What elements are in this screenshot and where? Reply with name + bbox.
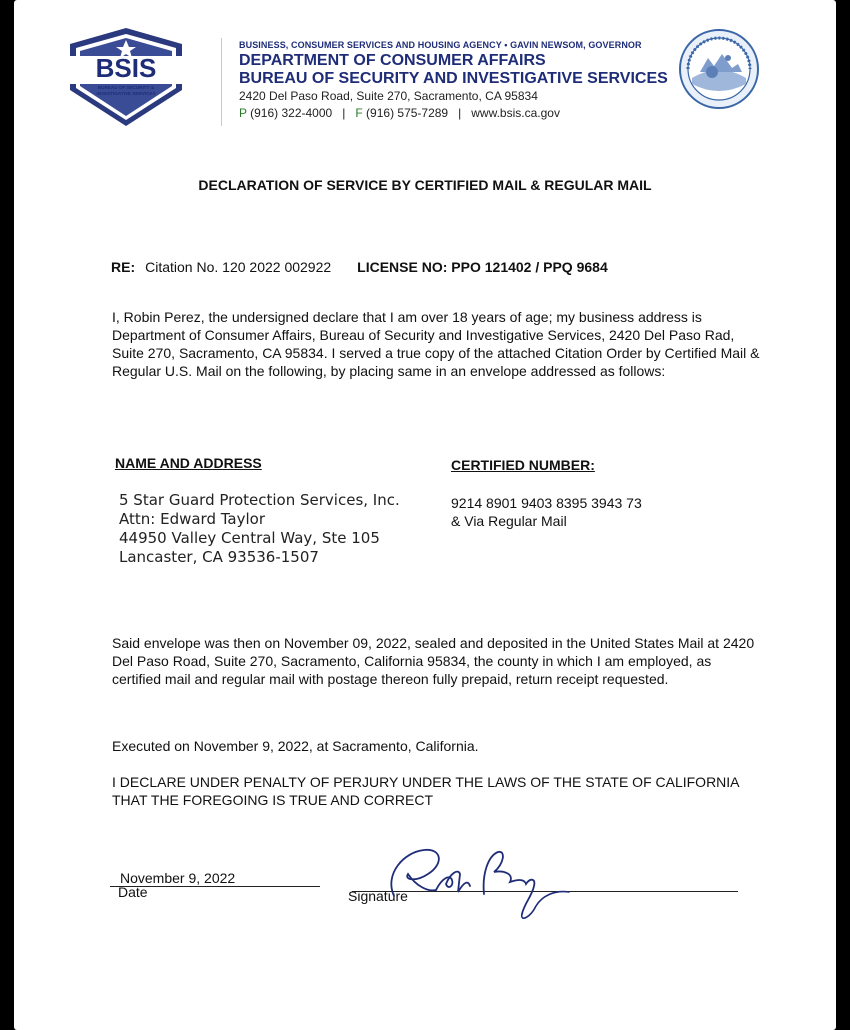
separator: |	[342, 106, 346, 120]
citation-number: Citation No. 120 2022 002922	[145, 259, 332, 275]
certified-number-heading: CERTIFIED NUMBER:	[451, 457, 595, 473]
letterhead-address: 2420 Del Paso Road, Suite 270, Sacramento, CA 95834	[239, 89, 538, 103]
signature-label: Signature	[348, 888, 408, 904]
letterhead	[239, 40, 668, 120]
bsis-logo	[66, 26, 186, 128]
recipient-line: Attn: Edward Taylor	[119, 510, 266, 528]
certified-number: 9214 8901 9403 8395 3943 73	[451, 495, 642, 511]
recipient-address	[119, 491, 400, 567]
header-divider	[221, 38, 222, 126]
reference-line	[111, 259, 608, 275]
recipient-line: 44950 Valley Central Way, Ste 105	[119, 529, 380, 547]
recipient-line: 5 Star Guard Protection Services, Inc.	[119, 491, 400, 509]
deposit-paragraph: Said envelope was then on November 09, 2022, sealed and deposited in the United States Mail at 2420 Del Paso Road, Suite 270, Sacramento, California 95834, the county in which I am employed, as certified mail and regular mail with postage thereon fully prepaid, return receipt requested.	[112, 635, 755, 687]
executed-paragraph: Executed on November 9, 2022, at Sacramento, California.	[112, 738, 479, 754]
department-name: DEPARTMENT OF CONSUMER AFFAIRS	[239, 52, 546, 69]
re-label: RE:	[111, 259, 136, 275]
fax-number: (916) 575-7289	[366, 106, 449, 120]
document-page	[14, 0, 836, 1030]
date-value: November 9, 2022	[120, 870, 236, 886]
state-seal-icon	[678, 28, 760, 110]
perjury-declaration: I DECLARE UNDER PENALTY OF PERJURY UNDER THE LAWS OF THE STATE OF CALIFORNIA THAT THE FOREGOING IS TRUE AND CORRECT	[112, 774, 739, 808]
certified-number-block	[451, 494, 642, 530]
contact-line	[239, 106, 668, 120]
license-number: LICENSE NO: PPO 121402 / PPQ 9684	[357, 259, 608, 275]
phone-prefix: P	[239, 106, 247, 120]
svg-text:BSIS: BSIS	[95, 53, 157, 83]
declaration-paragraph: I, Robin Perez, the undersigned declare that I am over 18 years of age; my business address is Department of Consumer Affairs, Bureau of Security and Investigative Services, 2420 Del Paso Rad, Suite 270, Sacramento, CA 95834. I served a true copy of the attached Citation Order by Certified Mail & Regular U.S. Mail on the following, by placing same in an envelope addressed as follows:	[112, 309, 760, 379]
separator: |	[458, 106, 462, 120]
via-regular-mail: & Via Regular Mail	[451, 513, 567, 529]
recipient-line: Lancaster, CA 93536-1507	[119, 548, 319, 566]
website-link[interactable]: www.bsis.ca.gov	[471, 106, 560, 120]
svg-text:BUREAU OF SECURITY &: BUREAU OF SECURITY &	[97, 85, 155, 90]
handwritten-signature	[364, 834, 584, 924]
phone-number: (916) 322-4000	[250, 106, 333, 120]
fax-prefix: F	[355, 106, 363, 120]
name-address-heading: NAME AND ADDRESS	[115, 455, 262, 471]
agency-line: BUSINESS, CONSUMER SERVICES AND HOUSING AGENCY • GAVIN NEWSOM, GOVERNOR	[239, 40, 642, 50]
svg-text:INVESTIGATIVE SERVICES: INVESTIGATIVE SERVICES	[96, 91, 156, 96]
document-title: DECLARATION OF SERVICE BY CERTIFIED MAIL & REGULAR MAIL	[198, 177, 652, 193]
date-label: Date	[118, 884, 148, 900]
bureau-name: BUREAU OF SECURITY AND INVESTIGATIVE SERVICES	[239, 70, 668, 87]
